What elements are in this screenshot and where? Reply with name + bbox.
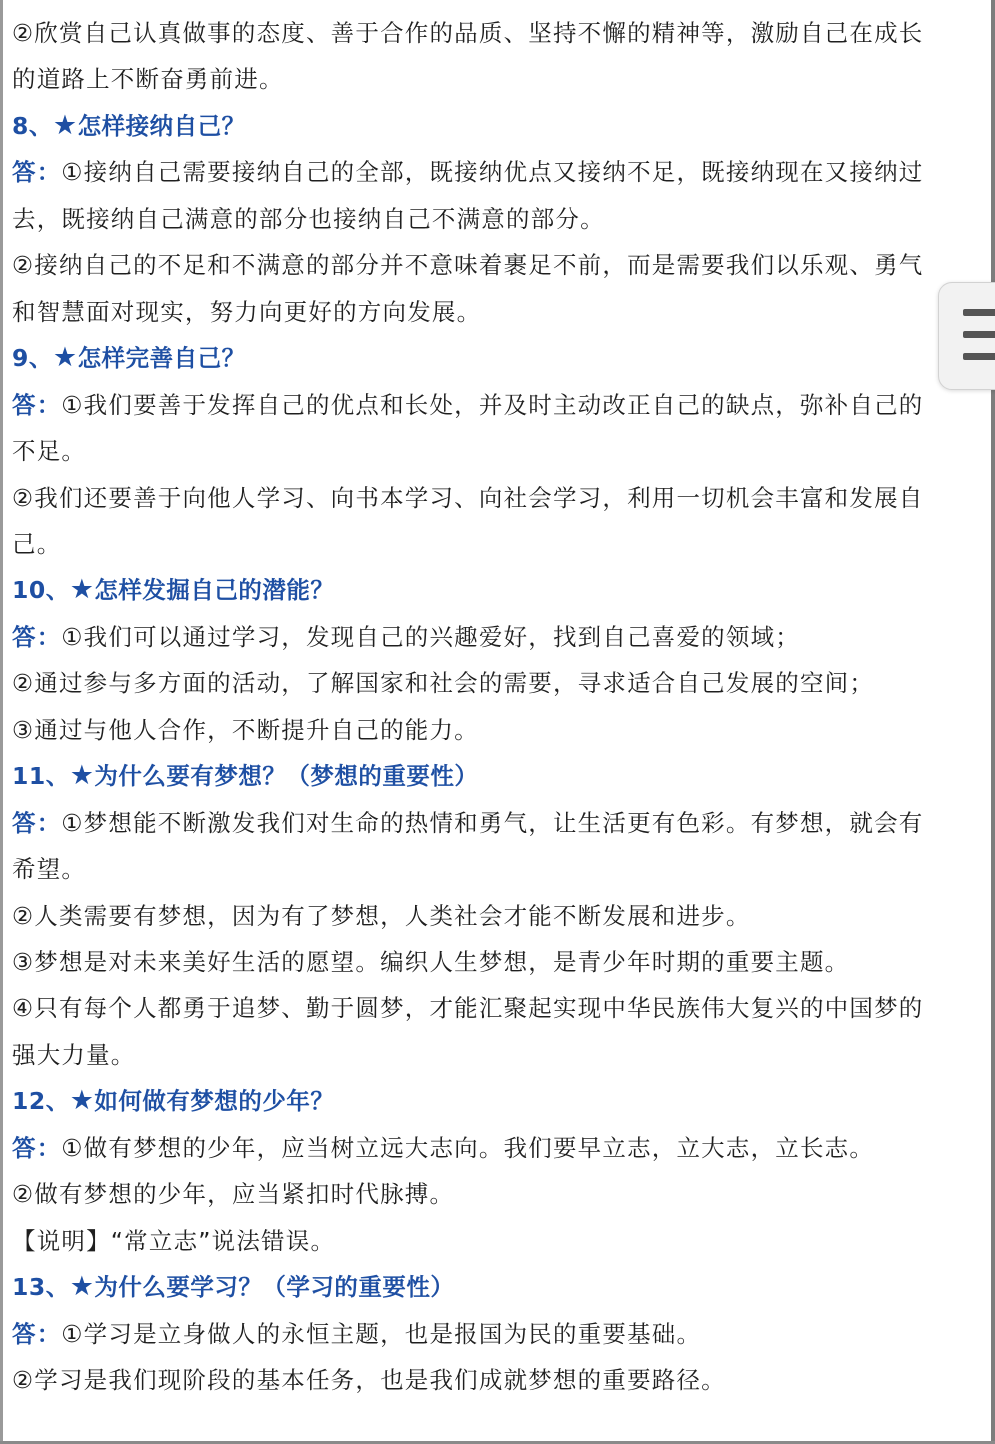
- body-text-line: 强大力量。: [12, 1040, 136, 1069]
- question-heading: [12, 1270, 454, 1304]
- body-text-line: ②接纳自己的不足和不满意的部分并不意味着裹足不前，而是需要我们以乐观、勇气: [12, 251, 924, 280]
- answer-label: 答：: [12, 622, 62, 651]
- question-text: 为什么要有梦想？（梦想的重要性）: [94, 762, 479, 791]
- answer-label: 答：: [12, 390, 62, 419]
- question-number: 11、: [12, 762, 70, 791]
- left-edge: [0, 0, 3, 1444]
- body-text-line: ③通过与他人合作，不断提升自己的能力。: [12, 715, 479, 744]
- question-heading: [12, 1084, 334, 1118]
- question-number: 8、: [12, 111, 53, 140]
- question-heading: [12, 109, 246, 143]
- body-text-line: ②我们还要善于向他人学习、向书本学习、向社会学习，利用一切机会丰富和发展自: [12, 483, 924, 512]
- body-text-line: ③梦想是对未来美好生活的愿望。编织人生梦想，是青少年时期的重要主题。: [12, 948, 850, 976]
- answer-line: [12, 388, 923, 422]
- body-text-line: ④只有每个人都勇于追梦、勤于圆梦，才能汇聚起实现中华民族伟大复兴的中国梦的: [12, 994, 924, 1023]
- answer-label: 答：: [12, 1319, 62, 1348]
- question-text: 怎样发掘自己的潜能？: [94, 576, 335, 605]
- body-text-line: 和智慧面对现实，努力向更好的方向发展。: [12, 297, 482, 326]
- answer-label: 答：: [12, 808, 62, 837]
- body-text-line: ②做有梦想的少年，应当紧扣时代脉搏。: [12, 1180, 455, 1209]
- answer-line: [12, 1317, 701, 1351]
- question-text: 怎样完善自己？: [77, 344, 246, 373]
- question-heading: [12, 341, 246, 375]
- answer-line: [12, 1131, 874, 1165]
- answer-line: [12, 620, 800, 654]
- answer-text: ①梦想能不断激发我们对生命的热情和勇气，让生活更有色彩。有梦想，就会有: [61, 808, 924, 837]
- star-icon: ★: [69, 1271, 95, 1303]
- question-number: 12、: [12, 1087, 70, 1116]
- body-text-line: 去，既接纳自己满意的部分也接纳自己不满意的部分。: [12, 204, 605, 233]
- star-icon: ★: [69, 760, 95, 792]
- answer-label: 答：: [12, 1133, 62, 1162]
- body-text-line: ②人类需要有梦想，因为有了梦想，人类社会才能不断发展和进步。: [12, 901, 751, 930]
- question-number: 10、: [12, 576, 70, 605]
- body-text-line: 己。: [12, 529, 62, 558]
- answer-line: [12, 806, 923, 840]
- answer-text: ①我们可以通过学习，发现自己的兴趣爱好，找到自己喜爱的领域；: [61, 622, 800, 651]
- answer-text: ①接纳自己需要接纳自己的全部，既接纳优点又接纳不足，既接纳现在又接纳过: [61, 158, 924, 187]
- body-text-line: ②欣赏自己认真做事的态度、善于合作的品质、坚持不懈的精神等，激励自己在成长: [12, 19, 924, 47]
- answer-text: ①做有梦想的少年，应当树立远大志向。我们要早立志，立大志，立长志。: [61, 1133, 875, 1162]
- body-text-line: 不足。: [12, 437, 87, 466]
- body-text-line: 【说明】“常立志”说法错误。: [12, 1226, 336, 1255]
- floating-menu-button[interactable]: [938, 282, 995, 390]
- question-text: 怎样接纳自己？: [77, 111, 246, 140]
- star-icon: ★: [52, 109, 78, 141]
- star-icon: ★: [69, 574, 95, 606]
- question-number: 9、: [12, 344, 53, 373]
- star-icon: ★: [69, 1085, 95, 1117]
- body-text-line: ②学习是我们现阶段的基本任务，也是我们成就梦想的重要路径。: [12, 1366, 726, 1395]
- question-number: 13、: [12, 1273, 70, 1302]
- right-edge: [991, 0, 995, 1444]
- answer-text: ①学习是立身做人的永恒主题，也是报国为民的重要基础。: [61, 1319, 702, 1348]
- body-text-line: 的道路上不断奋勇前进。: [12, 65, 284, 94]
- answer-line: [12, 155, 923, 189]
- question-heading: [12, 759, 478, 793]
- body-text-line: ②通过参与多方面的活动，了解国家和社会的需要，寻求适合自己发展的空间；: [12, 669, 875, 698]
- answer-text: ①我们要善于发挥自己的优点和长处，并及时主动改正自己的缺点，弥补自己的: [61, 390, 924, 419]
- question-text: 如何做有梦想的少年？: [94, 1087, 335, 1116]
- question-text: 为什么要学习？（学习的重要性）: [94, 1273, 455, 1302]
- answer-label: 答：: [12, 158, 62, 187]
- star-icon: ★: [52, 342, 78, 374]
- question-heading: [12, 573, 334, 607]
- body-text-line: 希望。: [12, 855, 87, 884]
